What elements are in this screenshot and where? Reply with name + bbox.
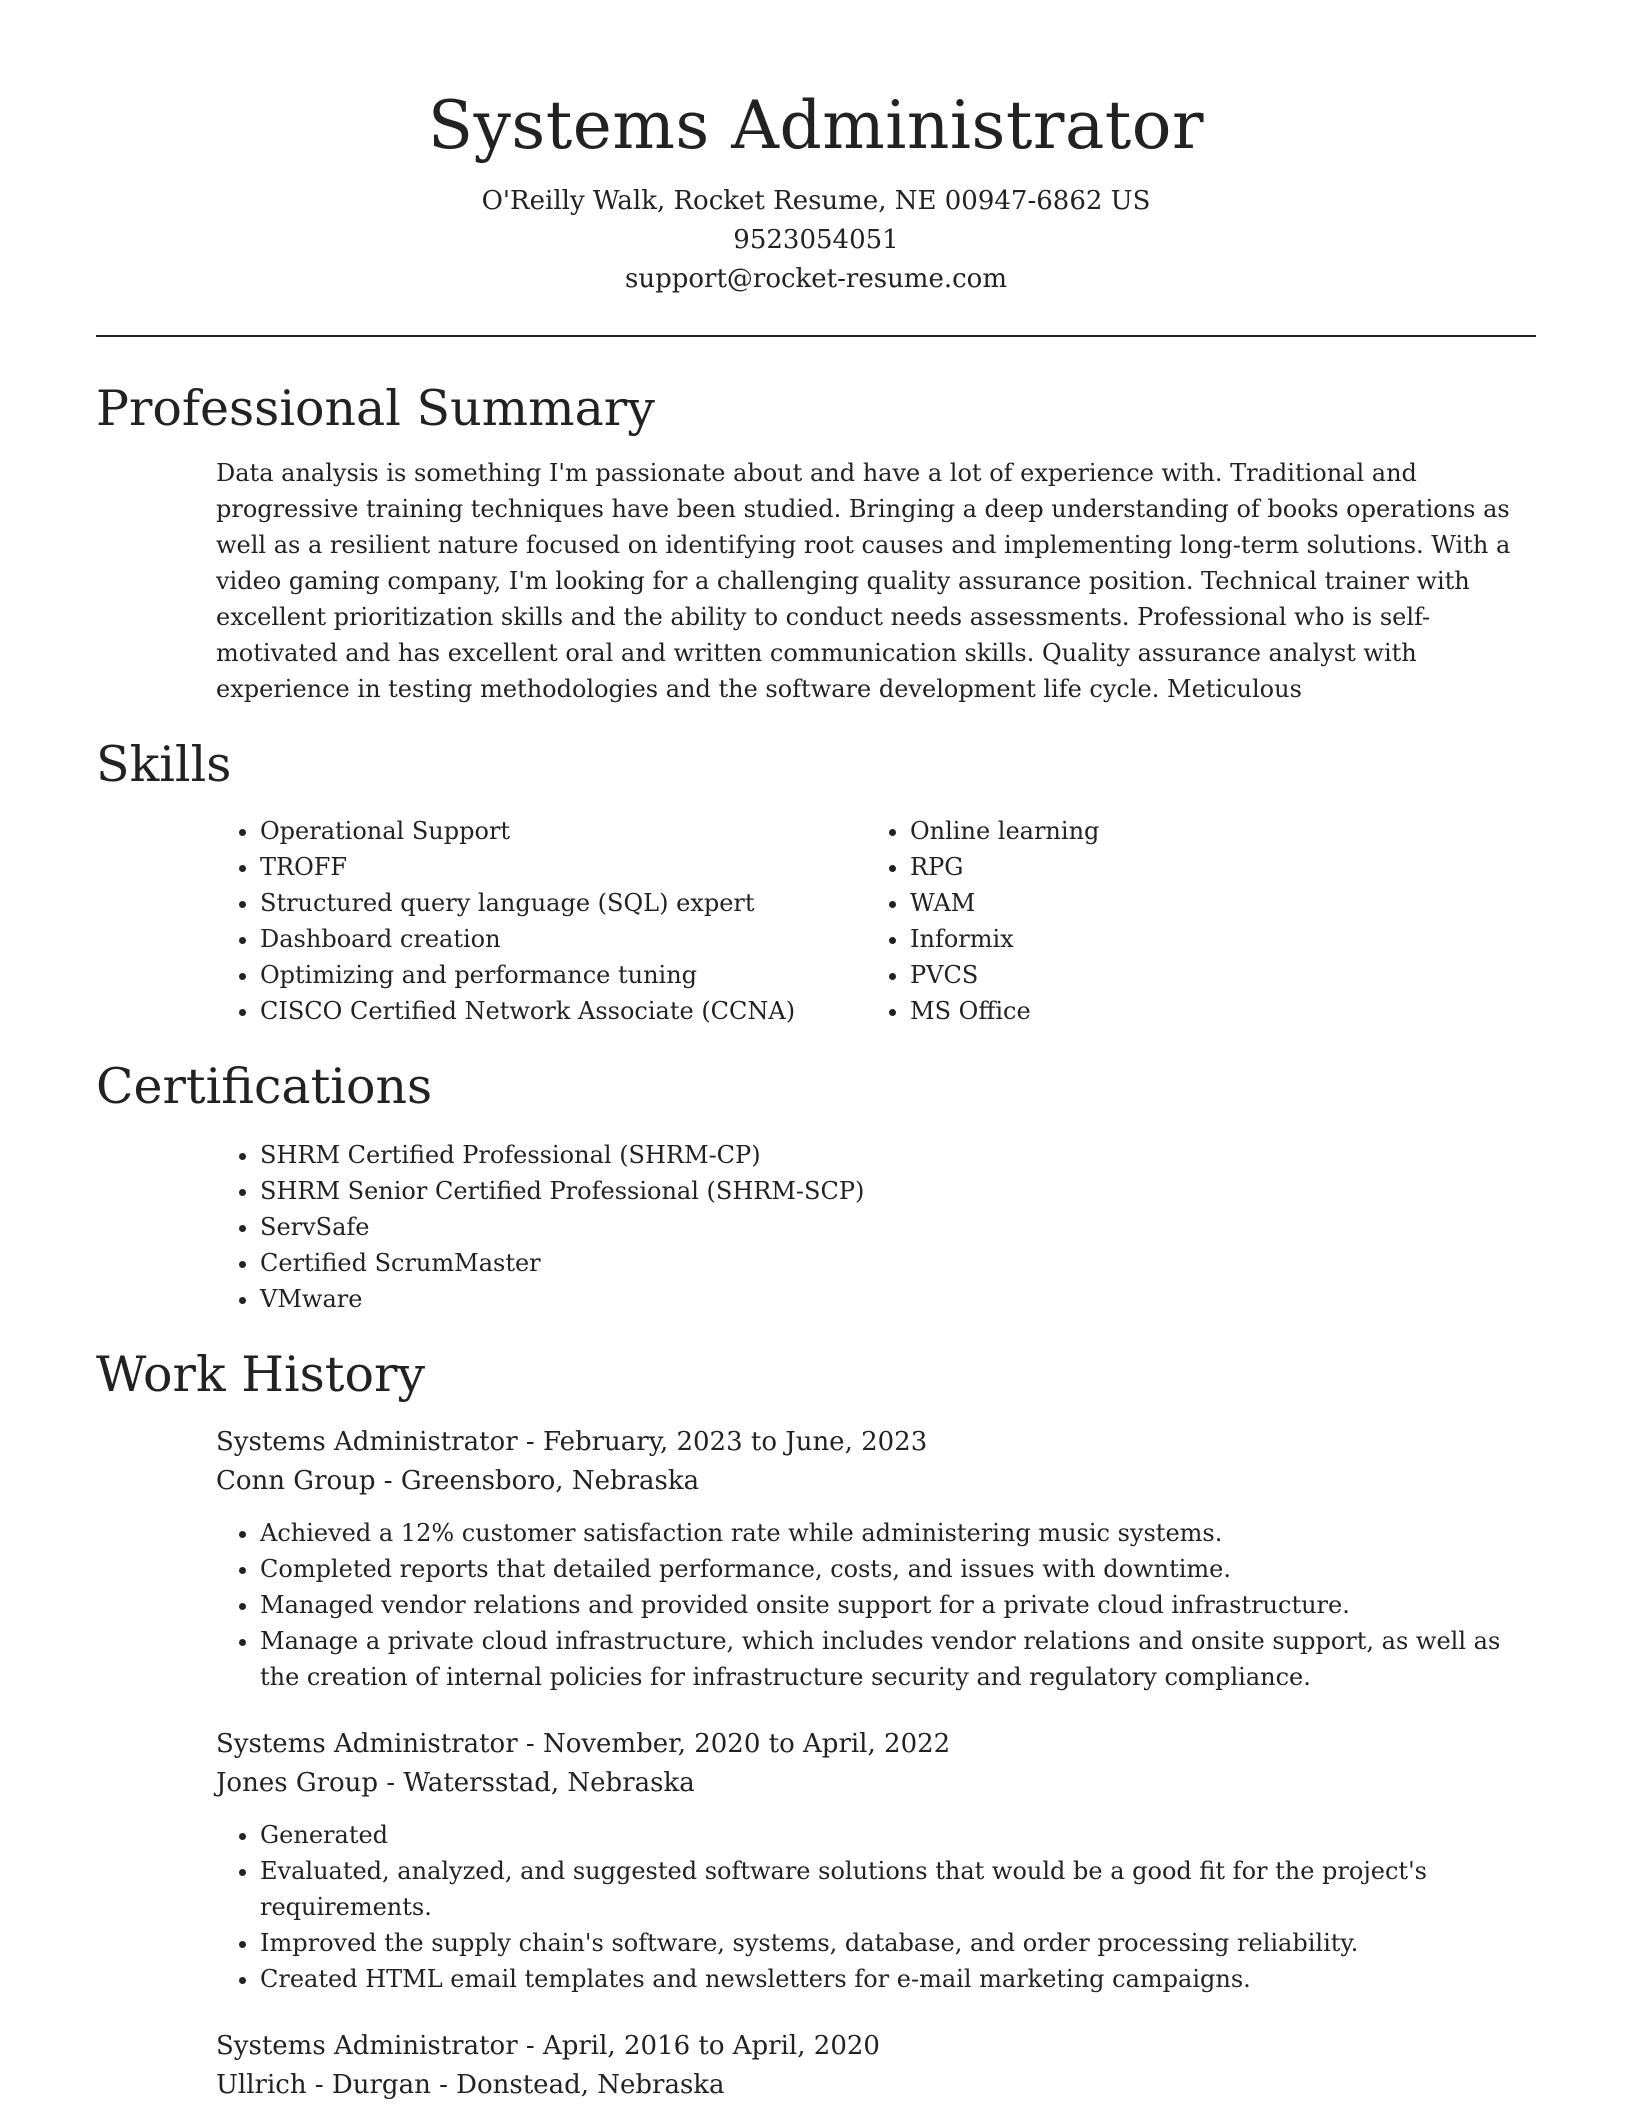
- job-company: Ullrich - Durgan: [216, 2070, 431, 2100]
- summary-text: Data analysis is something I'm passionate about and have a lot of experience with. Traditional and progressive training techniques have been studied. Bringing a deep understanding of books operations as well as a resilient nature focused on identifying root causes and implementing long-term solutions. With a video gaming company, I'm looking for a challenging quality assurance position. Technical trainer with excellent prioritization skills and the ability to conduct needs assessments. Professional who is self-motivated and has excellent oral and written communication skills. Quality assurance analyst with experience in testing methodologies and the software development life cycle. Meticulous: [216, 459, 1511, 703]
- job-location: - Greensboro, Nebraska: [375, 1466, 700, 1496]
- certification-item: • SHRM Certified Professional (SHRM-CP): [260, 1137, 1536, 1173]
- job-title: Systems Administrator: [216, 2031, 518, 2061]
- job-bullet: • Managed vendor relations and provided onsite support for a private cloud infrastructure.: [260, 1587, 1536, 1623]
- job-entry: [216, 1725, 1536, 1997]
- contact-email: support@rocket-resume.com: [624, 264, 1007, 294]
- job-title-line: [216, 1423, 1536, 1462]
- job-title: Systems Administrator: [216, 1729, 518, 1759]
- job-title-line: [216, 2027, 1536, 2066]
- certification-item: • ServSafe: [260, 1209, 1536, 1245]
- job-company-line: [216, 1764, 1536, 1803]
- resume-name: Systems Administrator: [427, 87, 1205, 164]
- skill-item: • TROFF: [260, 849, 866, 885]
- job-bullets: [216, 1515, 1536, 1695]
- contact-address: O'Reilly Walk, Rocket Resume, NE 00947-6862 US: [481, 186, 1151, 216]
- job-company: Conn Group: [216, 1466, 376, 1496]
- job-bullet: • Manage a private cloud infrastructure, which includes vendor relations and onsite support, as well as the creation of internal policies for infrastructure security and regulatory compliance.: [260, 1623, 1536, 1695]
- job-title: Systems Administrator: [216, 1427, 518, 1457]
- job-location: - Donstead, Nebraska: [430, 2070, 725, 2100]
- job-bullet: • Generated: [260, 1817, 1536, 1853]
- certification-item: • VMware: [260, 1281, 1536, 1317]
- skill-item: • Optimizing and performance tuning: [260, 957, 866, 993]
- certifications-list: [216, 1137, 1536, 1317]
- section-title-skills: Skills: [96, 736, 232, 793]
- skill-item: • MS Office: [910, 993, 1516, 1029]
- job-bullet: • Evaluated, analyzed, and suggested software solutions that would be a good fit for the project's requirements.: [260, 1853, 1536, 1925]
- skills-column-right: [866, 813, 1516, 1029]
- certification-item: • Certified ScrumMaster: [260, 1245, 1536, 1281]
- job-dates: - April, 2016 to April, 2020: [517, 2031, 880, 2061]
- skill-item: • Informix: [910, 921, 1516, 957]
- job-company-line: [216, 1462, 1536, 1501]
- skill-item: • Structured query language (SQL) expert: [260, 885, 866, 921]
- job-bullet: • Completed reports that detailed performance, costs, and issues with downtime.: [260, 1551, 1536, 1587]
- skill-item: • WAM: [910, 885, 1516, 921]
- contact-phone: 9523054051: [733, 225, 899, 255]
- header-divider: [96, 335, 1536, 337]
- skill-item: • Operational Support: [260, 813, 866, 849]
- skill-item: • CISCO Certified Network Associate (CCNA): [260, 993, 866, 1029]
- job-bullet: • Achieved a 12% customer satisfaction rate while administering music systems.: [260, 1515, 1536, 1551]
- skill-item: • RPG: [910, 849, 1516, 885]
- skill-item: • Online learning: [910, 813, 1516, 849]
- job-bullet: • Created HTML email templates and newsletters for e-mail marketing campaigns.: [260, 1961, 1536, 1997]
- section-title-certifications: Certifications: [96, 1058, 433, 1115]
- contact-block: [96, 182, 1536, 299]
- job-bullets: [216, 1817, 1536, 1997]
- skills-column-left: [216, 813, 866, 1029]
- job-company: Jones Group: [216, 1768, 379, 1798]
- skill-item: • Dashboard creation: [260, 921, 866, 957]
- job-company-line: [216, 2066, 1536, 2105]
- section-title-summary: Professional Summary: [96, 380, 655, 437]
- job-dates: - February, 2023 to June, 2023: [517, 1427, 928, 1457]
- job-entry: [216, 2027, 1536, 2105]
- job-dates: - November, 2020 to April, 2022: [517, 1729, 951, 1759]
- resume-page: [96, 0, 1536, 2105]
- job-location: - Watersstad, Nebraska: [378, 1768, 695, 1798]
- job-entry: [216, 1423, 1536, 1695]
- job-title-line: [216, 1725, 1536, 1764]
- job-bullet: • Improved the supply chain's software, systems, database, and order processing reliability.: [260, 1925, 1536, 1961]
- certification-item: • SHRM Senior Certified Professional (SHRM-SCP): [260, 1173, 1536, 1209]
- section-title-work-history: Work History: [96, 1346, 426, 1403]
- skills-list: [216, 813, 1536, 1029]
- skill-item: • PVCS: [910, 957, 1516, 993]
